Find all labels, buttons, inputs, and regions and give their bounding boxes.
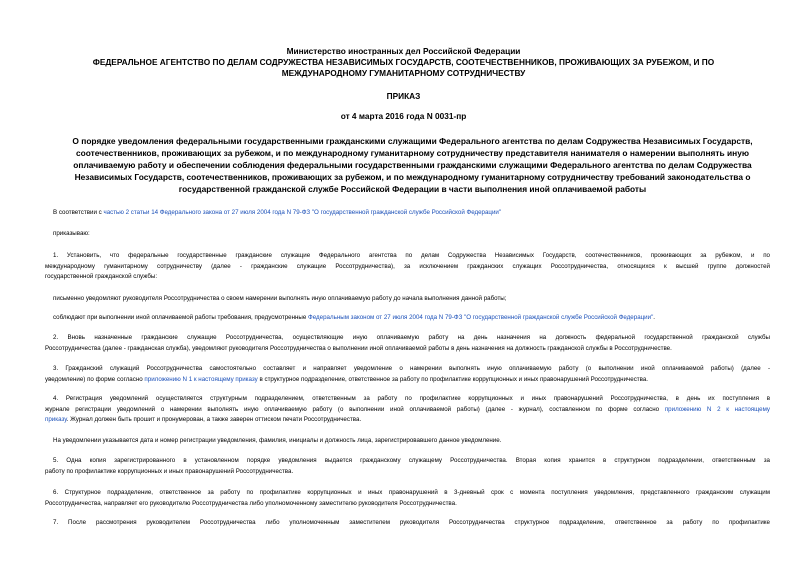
paragraph-1b: соблюдают при выполнении иной оплачиваемой работы требования, предусмотренные Федеральным законом от 27 июля 2004 года N 79-ФЗ "О государственной гражданской службе Российской Федерации".	[53, 314, 656, 321]
paragraph-6	[45, 488, 770, 509]
paragraph-7	[45, 518, 770, 529]
p1-line: международному гуманитарному сотрудничеству (далее - гражданские служащие Россотрудничества), за исключением гражданских служащих Россотрудничества, относящихся к высшей группе должностей	[45, 262, 770, 270]
intro-paragraph	[45, 208, 770, 219]
appendix-1-link[interactable]: приложению N 1 к настоящему приказу	[144, 375, 258, 383]
paragraph-4: 4. Регистрация уведомлений осуществляется структурным подразделением, ответственным за работу по профилактике коррупционных и иных правонарушений Россотрудничества, в день их поступления в журнале регистрации уведомлений о намерении выполнять иную оплачиваемую работу (о выполнении иной оплачиваемой работы) (далее - журнал), составленном по форме согласно приложению N 2 к настоящему приказу. Журнал должен быть прошит и пронумерован, а также заверен оттиском печати Россотрудничества.	[45, 395, 771, 424]
appendix-2-link[interactable]: приложению N 2 к настоящему	[664, 405, 771, 413]
order-word: приказываю:	[53, 230, 90, 237]
date-number: от 4 марта 2016 года N 0031-пр	[340, 111, 467, 121]
law-link-intro[interactable]: частью 2 статьи 14 Федерального закона от 27 июля 2004 года N 79-ФЗ "О государственной гражданской службе Российской Федерации"	[103, 209, 502, 216]
p7-line: 7. После рассмотрения руководителем Россотрудничества либо уполномоченным заместителем руководителя Россотрудничества структурное подразделение, ответственное за работу по профилактике	[53, 519, 770, 526]
p2-line: 2. Вновь назначенные гражданские служащие Россотрудничества, осуществляющие иную оплачиваемую работу на день назначения на должность федеральной государственной гражданской службы	[53, 334, 770, 341]
paragraph-1	[45, 251, 770, 283]
title-line: О порядке уведомления федеральными государственными гражданскими служащими Федерального агентства по делам Содружества Независимых Государств,	[72, 136, 753, 146]
intro-text: В соответствии с	[53, 209, 104, 216]
appendix-2-link-cont[interactable]: приказу	[45, 416, 67, 424]
p5-line: работу по профилактике коррупционных и иных правонарушений Россотрудничества.	[45, 467, 294, 475]
p1-line: 1. Установить, что федеральные государственные гражданские служащие Федерального агентства по делам Содружества Независимых Государств, соотечественников, проживающих за рубежом, и по	[53, 252, 770, 259]
paragraph-4b: На уведомлении указывается дата и номер регистрации уведомления, фамилия, инициалы и должность лица, зарегистрировавшего данное уведомление.	[53, 437, 502, 444]
ministry-name: Министерство иностранных дел Российской Федерации	[286, 46, 521, 56]
doc-type: ПРИКАЗ	[386, 91, 421, 101]
agency-name-line-2: МЕЖДУНАРОДНОМУ ГУМАНИТАРНОМУ СОТРУДНИЧЕСТВУ	[281, 68, 526, 78]
title-line: соотечественников, проживающих за рубежом, и по международному гуманитарному сотрудничеству представителя нанимателя о намерении выполнять иную	[75, 148, 750, 158]
agency-name-line-1: ФЕДЕРАЛЬНОЕ АГЕНТСТВО ПО ДЕЛАМ СОДРУЖЕСТВА НЕЗАВИСИМЫХ ГОСУДАРСТВ, СООТЕЧЕСТВЕННИКОВ, ПРОЖИВАЮЩИХ ЗА РУБЕЖОМ, И ПО	[92, 57, 715, 67]
document-title	[60, 135, 765, 195]
p5-line: 5. Одна копия зарегистрированного в установленном порядке уведомления выдается гражданскому служащему Россотрудничества. Вторая копия хранится в структурном подразделении, ответственным за	[53, 457, 770, 464]
title-line: оплачиваемую работу и обеспечении соблюдения федеральными государственными гражданскими служащими Федерального агентства по делам Содружества	[73, 160, 752, 170]
p2-line: Россотрудничества (далее - гражданская служба), уведомляют руководителя Россотрудничества о выполнении иной оплачиваемой работы в день назначения на должность гражданской службы в Россотрудничестве.	[45, 344, 672, 352]
title-line: Независимых Государств, соотечественников, проживающих за рубежом, и по международному гуманитарному сотрудничеству требований законодательства о	[74, 172, 751, 182]
p3-line: 3. Гражданский служащий Россотрудничества самостоятельно составляет и направляет уведомление о намерении выполнять иную оплачиваемую работу (о выполнении иной оплачиваемой работы) (далее -	[53, 365, 770, 372]
p1-line: государственной гражданской службы:	[45, 273, 158, 281]
paragraph-1a: письменно уведомляют руководителя Россотрудничества о своем намерении выполнять иную оплачиваемую работу до начала выполнения данной работы;	[53, 295, 507, 302]
title-line: государственной гражданской службе Российской Федерации в части выполнения иной оплачиваемой работы	[178, 184, 647, 194]
law-link-79fz[interactable]: Федеральным законом от 27 июля 2004 года N 79-ФЗ "О государственной гражданской службе Российской Федерации"	[308, 314, 654, 321]
paragraph-3: 3. Гражданский служащий Россотрудничества самостоятельно составляет и направляет уведомление о намерении выполнять иную оплачиваемую работу (о выполнении иной оплачиваемой работы) (далее - уведомление) по форме согласно приложению N 1 к настоящему приказу в структурное подразделение, ответственное за работу по профилактике коррупционных и иных правонарушений Россотрудничества.	[45, 365, 770, 383]
paragraph-5	[45, 456, 770, 477]
p6-line: 6. Структурное подразделение, ответственное за работу по профилактике коррупционных и иных правонарушений в 3-дневный срок с момента поступления уведомления, представленного гражданским служащим	[53, 489, 770, 496]
header-block	[0, 46, 807, 79]
p4-line: 4. Регистрация уведомлений осуществляется структурным подразделением, ответственным за работу по профилактике коррупционных и иных правонарушений Россотрудничества, в день их поступления в	[53, 395, 770, 402]
p6-line: Россотрудничества, направляет его руководителю Россотрудничества либо уполномоченному заместителю руководителя Россотрудничества.	[45, 499, 457, 507]
paragraph-2	[45, 333, 770, 354]
